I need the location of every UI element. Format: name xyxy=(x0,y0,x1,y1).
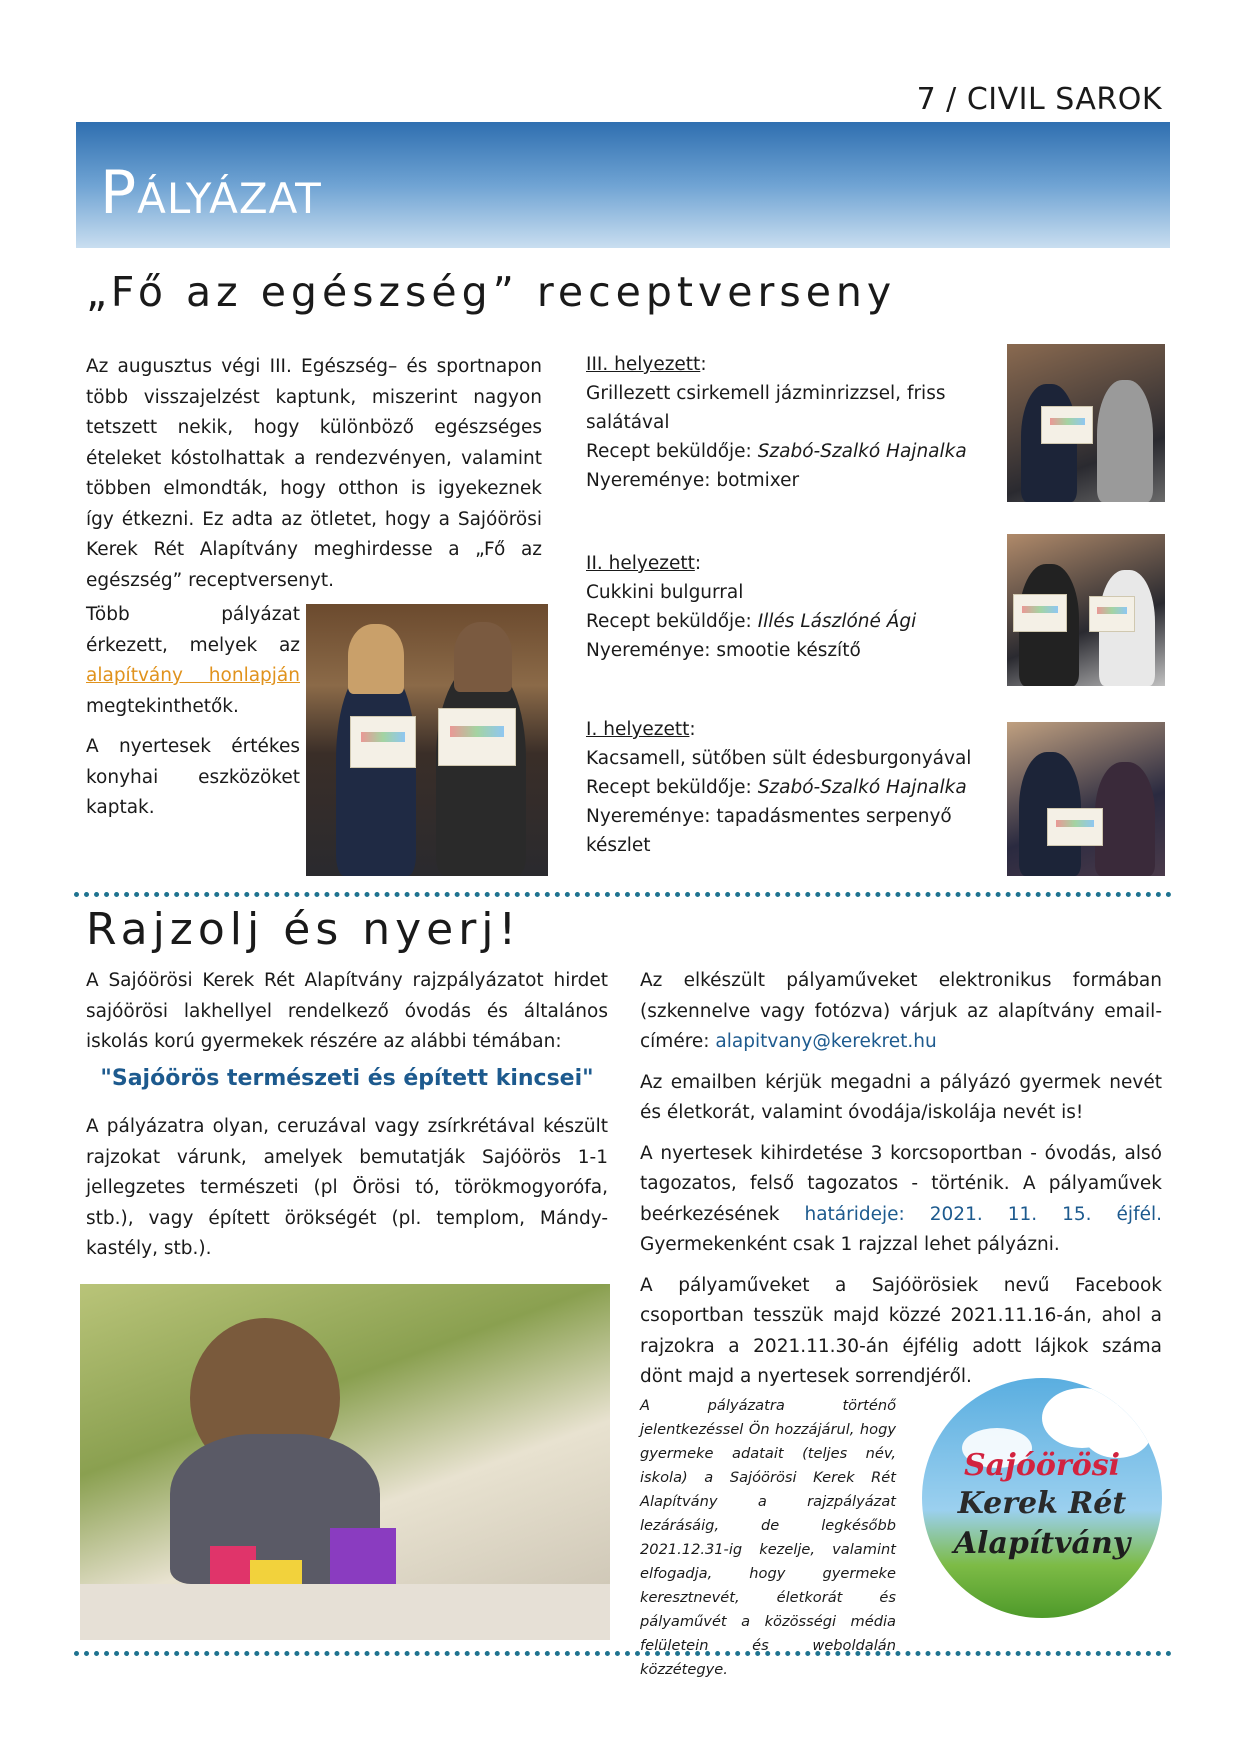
photo-head-left xyxy=(348,624,404,694)
photo-person-right xyxy=(436,664,526,876)
photo-table xyxy=(80,1584,610,1640)
second-place-photo xyxy=(1007,534,1165,686)
submit-paragraph xyxy=(640,966,1162,1058)
section-divider xyxy=(74,1651,1172,1656)
banner-title: Pályázat xyxy=(100,158,322,228)
deadline: határideje: 2021. 11. 15. éjfél. xyxy=(804,1203,1162,1225)
place-prize: Nyereménye: botmixer xyxy=(586,470,800,491)
logo-line2: Kerek Rét xyxy=(957,1486,1127,1521)
drawing-details: A pályázatra olyan, ceruzával vagy zsírkrétával készült rajzokat várunk, amelyek bemutatják Sajóörös 1-1 jellegzetes természeti (pl Örösi tó, törökmogyorófa, stb.), vagy épített örökségét (pl. templom, Mándy-kastély, stb.). xyxy=(86,1116,608,1259)
child-drawing-photo xyxy=(80,1284,610,1640)
section-banner xyxy=(76,122,1170,248)
place-prize: Nyereménye: tapadásmentes serpenyő készlet xyxy=(586,806,952,856)
place-heading: I. helyezett xyxy=(586,719,690,740)
photo-certificate xyxy=(1041,406,1093,444)
sender-label: Recept beküldője: xyxy=(586,777,752,798)
winners-announcement-paragraph xyxy=(640,1139,1162,1261)
winners-after: Gyermekenként csak 1 rajzzal lehet pályázni. xyxy=(640,1234,1060,1255)
place-heading: II. helyezett xyxy=(586,553,695,574)
foundation-website-link[interactable]: alapítvány honlapján xyxy=(86,665,300,686)
recipe-contest-title: „Fő az egészség” receptverseny xyxy=(86,268,897,316)
sender-label: Recept beküldője: xyxy=(586,441,752,462)
facebook-paragraph: A pályaműveket a Sajóörösiek nevű Facebook csoportban tesszük majd közzé 2021.11.16-án, ahol a rajzokra a 2021.11.30-án éjfélig adott lájkok száma dönt majd a nyertesek sorrendjéről. xyxy=(640,1274,1162,1387)
drawing-theme: "Sajóörös természeti és épített kincsei" xyxy=(100,1066,594,1091)
photo-certificate xyxy=(350,716,416,768)
recipe-intro: Az augusztus végi III. Egészség– és sportnapon több visszajelzést kaptunk, miszerint nagyon tetszett nekik, hogy különböző egészséges ételeket kóstolhattak a rendezvényen, valamint többen elmondták, hogy otthon is igyekeznek így étkezni. Ez adta az ötletet, hogy a Sajóörösi Kerek Rét Alapítvány meghirdesse a „Fő az egészség” receptversenyt. xyxy=(86,356,542,591)
first-place-photo xyxy=(1007,722,1165,876)
photo-certificate xyxy=(438,708,516,766)
sender-name: Illés Lászlóné Ági xyxy=(757,611,917,632)
recipe-more xyxy=(86,600,300,824)
photo-certificate xyxy=(1047,808,1103,846)
sender-name: Szabó-Szalkó Hajnalka xyxy=(757,441,967,462)
winners-paragraph: A nyertesek értékes konyhai eszközöket kaptak. xyxy=(86,736,300,818)
email-request-paragraph: Az emailben kérjük megadni a pályázó gyermek nevét és életkorát, valamint óvodája/iskolája nevét is! xyxy=(640,1071,1162,1123)
page-header: 7 / CIVIL SAROK xyxy=(916,82,1162,117)
place-heading: III. helyezett xyxy=(586,354,701,375)
submit-text: Az elkészült pályaműveket elektronikus formában (szkennelve vagy fotózva) várjuk az alapítvány email-címére: xyxy=(640,970,1162,1052)
place-dish: Grillezett csirkemell jázminrizzsel, friss salátával xyxy=(586,383,946,433)
more-after: megtekinthetők. xyxy=(86,695,239,717)
section-divider xyxy=(74,892,1172,897)
photo-head-right xyxy=(454,622,512,692)
photo-certificate xyxy=(1013,594,1067,632)
contact-email-link[interactable]: alapitvany@kerekret.hu xyxy=(715,1031,937,1052)
photo-person xyxy=(1097,380,1153,502)
third-place-photo xyxy=(1007,344,1165,502)
place-second: II. helyezett: Cukkini bulgurral Recept beküldője: Illés Lászlóné Ági Nyereménye: smootie készítő xyxy=(586,549,986,665)
place-dish: Kacsamell, sütőben sült édesburgonyával xyxy=(586,748,972,769)
winners-before: A nyertesek kihirdetése 3 korcsoportban - óvodás, alsó tagozatos, felső tagozatos - történik. A pályaművek beérkezésének xyxy=(640,1142,1162,1225)
place-dish: Cukkini bulgurral xyxy=(586,582,744,603)
more-before: Több pályázat érkezett, melyek az xyxy=(86,604,300,656)
more-paragraph xyxy=(86,600,300,722)
logo-line3: Alapítvány xyxy=(953,1526,1131,1561)
place-first: I. helyezett: Kacsamell, sütőben sült édesburgonyával Recept beküldője: Szabó-Szalkó Hajnalka Nyereménye: tapadásmentes serpenyő készlet xyxy=(586,715,986,860)
drawing-contest-title: Rajzolj és nyerj! xyxy=(86,904,522,955)
place-prize: Nyereménye: smootie készítő xyxy=(586,640,861,661)
photo-person-left xyxy=(336,664,416,876)
drawing-rules xyxy=(640,966,1162,1403)
drawing-intro: A Sajóörösi Kerek Rét Alapítvány rajzpályázatot hirdet sajóörösi lakhellyel rendelkező óvodás és általános iskolás korú gyermekek részére az alábbi témában: xyxy=(86,970,608,1052)
photo-person xyxy=(1095,762,1155,876)
logo-line1: Sajóörösi xyxy=(963,1448,1121,1483)
foundation-logo xyxy=(922,1378,1162,1618)
winners-photo xyxy=(306,604,548,876)
sender-label: Recept beküldője: xyxy=(586,611,752,632)
photo-certificate xyxy=(1089,596,1135,632)
sender-name: Szabó-Szalkó Hajnalka xyxy=(757,777,967,798)
consent-notice: A pályázatra történő jelentkezéssel Ön hozzájárul, hogy gyermeke adatait (teljes név, iskola) a Sajóörösi Kerek Rét Alapítvány a rajzpályázat lezárásáig, de legkésőbb 2021.12.31-ig kezelje, valamint elfogadja, hogy gyermeke keresztnevét, életkorát és pályaművét a közösségi média felületein és weboldalán közzétegye. xyxy=(640,1397,896,1678)
place-third: III. helyezett: Grillezett csirkemell jázminrizzsel, friss salátával Recept beküldője: Szabó-Szalkó Hajnalka Nyereménye: botmixer xyxy=(586,350,986,495)
